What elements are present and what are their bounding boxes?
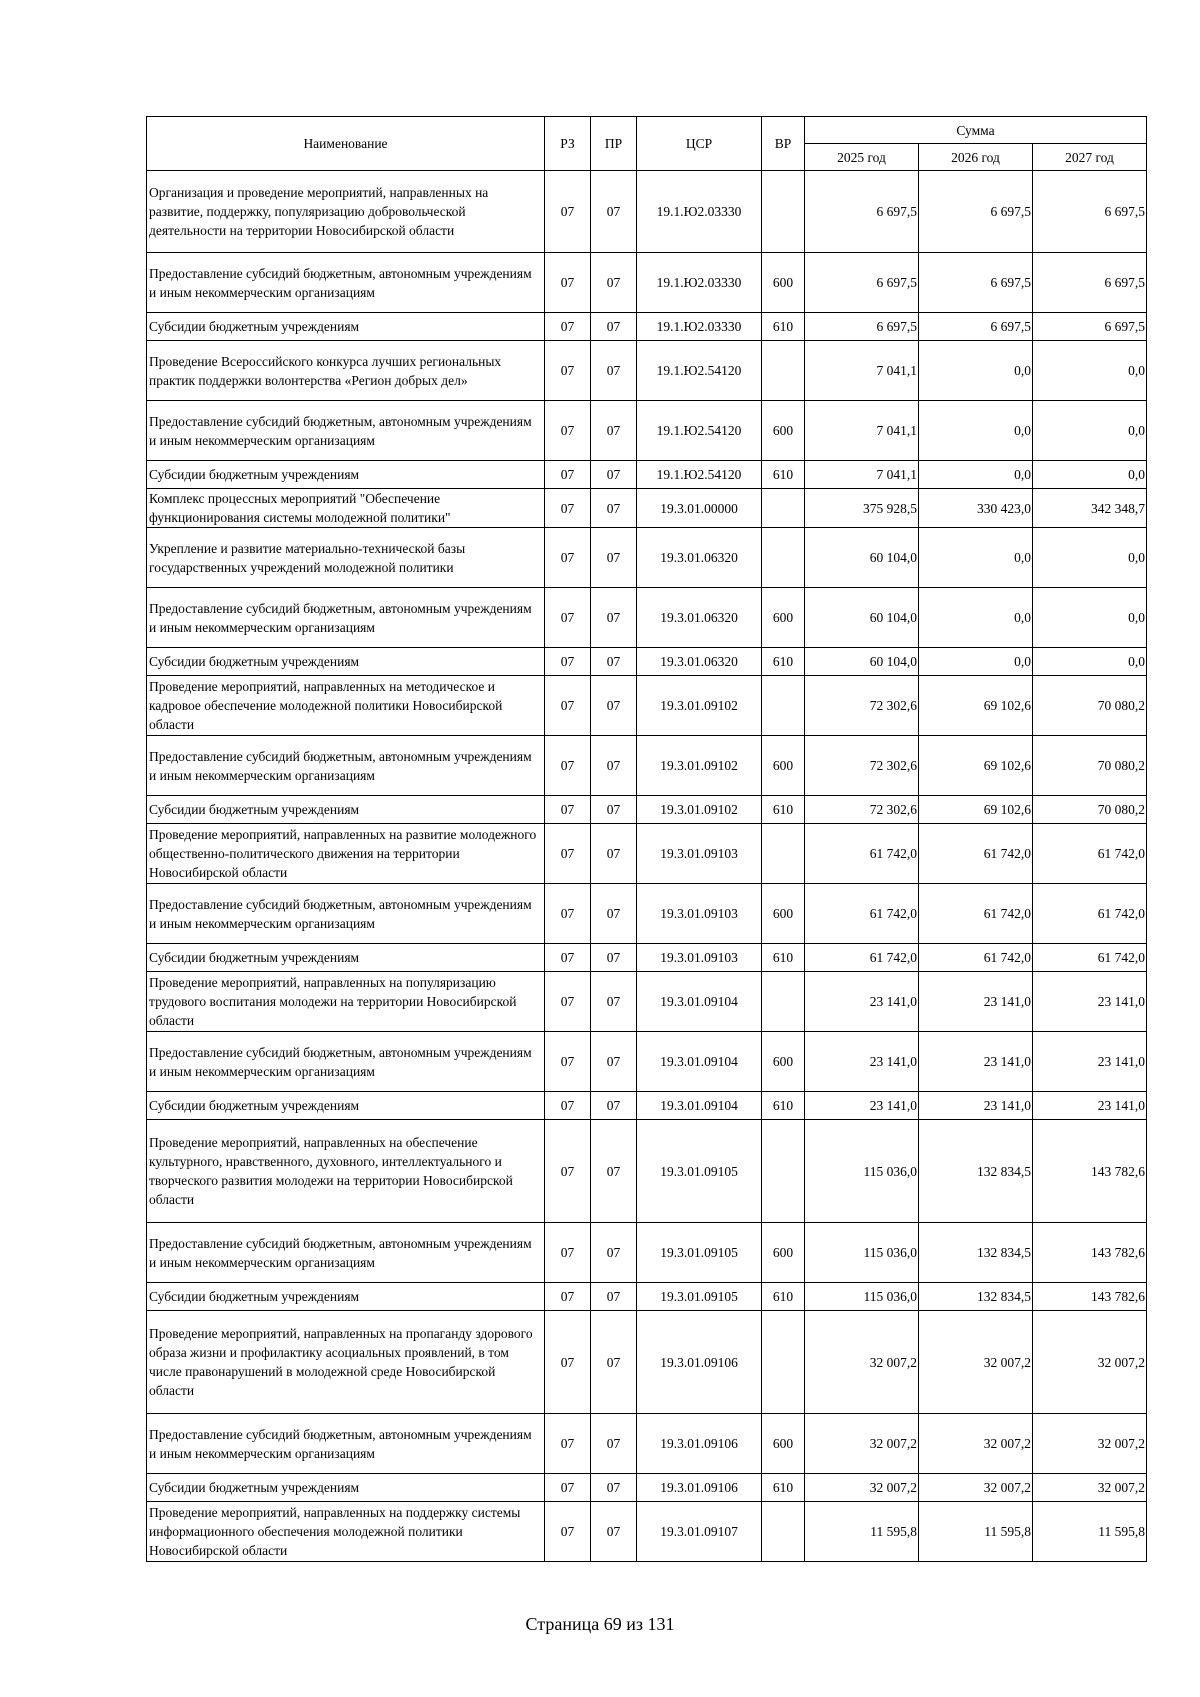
table-cell-csr: 19.3.01.09102 [637,676,762,736]
table-cell-pr: 07 [591,736,637,796]
table-cell-2026: 0,0 [919,401,1033,461]
table-cell-pr: 07 [591,884,637,944]
table-cell-vr: 600 [762,884,805,944]
table-cell-csr: 19.3.01.09107 [637,1502,762,1562]
table-cell-2026: 0,0 [919,341,1033,401]
table-cell-2026: 132 834,5 [919,1223,1033,1283]
table-row [147,884,1147,944]
table-cell-csr: 19.3.01.06320 [637,648,762,676]
table-row [147,401,1147,461]
table-cell-rz: 07 [545,1502,591,1562]
table-row [147,461,1147,489]
table-cell-2025: 61 742,0 [805,884,919,944]
table-cell-name: Проведение Всероссийского конкурса лучших региональных практик поддержки волонтерства «Регион добрых дел» [147,341,545,401]
table-cell-2026: 23 141,0 [919,1032,1033,1092]
table-cell-2025: 7 041,1 [805,461,919,489]
table-cell-2026: 6 697,5 [919,313,1033,341]
header-pr: ПР [591,117,637,171]
table-cell-2025: 115 036,0 [805,1120,919,1223]
table-row [147,1223,1147,1283]
table-cell-vr [762,528,805,588]
table-cell-name: Комплекс процессных мероприятий "Обеспечение функционирования системы молодежной политики" [147,489,545,528]
table-cell-2027: 61 742,0 [1033,944,1147,972]
table-cell-2025: 60 104,0 [805,588,919,648]
table-cell-vr: 610 [762,1283,805,1311]
table-cell-name: Проведение мероприятий, направленных на популяризацию трудового воспитания молодежи на территории Новосибирской области [147,972,545,1032]
table-cell-name: Субсидии бюджетным учреждениям [147,944,545,972]
table-cell-vr [762,972,805,1032]
table-cell-2026: 0,0 [919,461,1033,489]
table-cell-2026: 23 141,0 [919,1092,1033,1120]
table-cell-rz: 07 [545,461,591,489]
table-cell-name: Проведение мероприятий, направленных на развитие молодежного общественно-политического движения на территории Новосибирской области [147,824,545,884]
table-cell-pr: 07 [591,313,637,341]
table-cell-csr: 19.3.01.09106 [637,1474,762,1502]
table-row [147,1502,1147,1562]
table-cell-2025: 32 007,2 [805,1474,919,1502]
table-cell-pr: 07 [591,1092,637,1120]
table-cell-2027: 70 080,2 [1033,736,1147,796]
table-cell-2025: 72 302,6 [805,796,919,824]
table-cell-pr: 07 [591,1032,637,1092]
table-cell-rz: 07 [545,1223,591,1283]
table-row [147,796,1147,824]
table-cell-name: Проведение мероприятий, направленных на поддержку системы информационного обеспечения молодежной политики Новосибирской области [147,1502,545,1562]
table-row [147,648,1147,676]
table-cell-2025: 72 302,6 [805,676,919,736]
table-row [147,972,1147,1032]
table-cell-rz: 07 [545,796,591,824]
table-cell-vr [762,171,805,253]
table-cell-2025: 60 104,0 [805,528,919,588]
header-year-2027: 2027 год [1033,144,1147,171]
header-year-2026: 2026 год [919,144,1033,171]
table-cell-pr: 07 [591,401,637,461]
table-cell-vr: 610 [762,944,805,972]
table-cell-pr: 07 [591,1414,637,1474]
table-cell-2025: 6 697,5 [805,253,919,313]
table-cell-2025: 7 041,1 [805,401,919,461]
budget-table [146,116,1147,1562]
table-row [147,1283,1147,1311]
table-row [147,1032,1147,1092]
table-cell-2025: 23 141,0 [805,1092,919,1120]
table-cell-rz: 07 [545,1311,591,1414]
table-cell-name: Предоставление субсидий бюджетным, автономным учреждениям и иным некоммерческим организациям [147,884,545,944]
header-name: Наименование [147,117,545,171]
table-cell-pr: 07 [591,253,637,313]
table-cell-vr: 600 [762,1414,805,1474]
table-cell-csr: 19.3.01.09105 [637,1223,762,1283]
table-row [147,824,1147,884]
table-cell-rz: 07 [545,253,591,313]
table-cell-name: Предоставление субсидий бюджетным, автономным учреждениям и иным некоммерческим организациям [147,253,545,313]
table-row [147,313,1147,341]
table-cell-csr: 19.3.01.00000 [637,489,762,528]
table-cell-2027: 23 141,0 [1033,1092,1147,1120]
table-cell-name: Предоставление субсидий бюджетным, автономным учреждениям и иным некоммерческим организациям [147,401,545,461]
table-cell-rz: 07 [545,1092,591,1120]
table-cell-vr [762,341,805,401]
table-cell-2025: 32 007,2 [805,1311,919,1414]
table-cell-2027: 61 742,0 [1033,824,1147,884]
table-cell-2027: 61 742,0 [1033,884,1147,944]
table-cell-rz: 07 [545,401,591,461]
table-cell-2027: 342 348,7 [1033,489,1147,528]
table-cell-vr: 610 [762,313,805,341]
table-cell-csr: 19.1.Ю2.54120 [637,401,762,461]
table-cell-name: Предоставление субсидий бюджетным, автономным учреждениям и иным некоммерческим организациям [147,1414,545,1474]
table-cell-csr: 19.1.Ю2.03330 [637,313,762,341]
table-cell-vr: 600 [762,588,805,648]
table-cell-2025: 23 141,0 [805,972,919,1032]
table-cell-csr: 19.1.Ю2.54120 [637,341,762,401]
table-cell-pr: 07 [591,171,637,253]
table-cell-vr: 600 [762,401,805,461]
table-cell-vr: 600 [762,1223,805,1283]
table-cell-rz: 07 [545,341,591,401]
table-cell-2026: 61 742,0 [919,944,1033,972]
table-cell-pr: 07 [591,676,637,736]
table-cell-2025: 61 742,0 [805,824,919,884]
table-cell-2027: 0,0 [1033,528,1147,588]
table-cell-pr: 07 [591,972,637,1032]
table-cell-name: Предоставление субсидий бюджетным, автономным учреждениям и иным некоммерческим организациям [147,1032,545,1092]
table-cell-2025: 72 302,6 [805,736,919,796]
table-cell-2026: 32 007,2 [919,1414,1033,1474]
table-cell-vr [762,1120,805,1223]
table-cell-csr: 19.3.01.09103 [637,944,762,972]
table-cell-2025: 11 595,8 [805,1502,919,1562]
table-cell-2027: 0,0 [1033,648,1147,676]
table-cell-2025: 375 928,5 [805,489,919,528]
table-cell-2027: 0,0 [1033,461,1147,489]
table-cell-pr: 07 [591,528,637,588]
table-cell-2027: 0,0 [1033,401,1147,461]
table-cell-2026: 6 697,5 [919,171,1033,253]
table-cell-2027: 32 007,2 [1033,1311,1147,1414]
header-vr: ВР [762,117,805,171]
table-cell-2026: 11 595,8 [919,1502,1033,1562]
table-cell-rz: 07 [545,736,591,796]
table-cell-vr: 610 [762,1474,805,1502]
table-cell-2026: 330 423,0 [919,489,1033,528]
table-cell-csr: 19.3.01.09105 [637,1283,762,1311]
table-cell-2026: 0,0 [919,648,1033,676]
table-cell-name: Субсидии бюджетным учреждениям [147,1283,545,1311]
table-row [147,1311,1147,1414]
table-cell-pr: 07 [591,341,637,401]
table-cell-pr: 07 [591,489,637,528]
table-cell-name: Субсидии бюджетным учреждениям [147,313,545,341]
table-cell-2026: 69 102,6 [919,796,1033,824]
table-cell-vr: 610 [762,648,805,676]
table-cell-2026: 0,0 [919,528,1033,588]
table-cell-2025: 60 104,0 [805,648,919,676]
table-cell-name: Укрепление и развитие материально-технической базы государственных учреждений молодежной политики [147,528,545,588]
table-cell-csr: 19.3.01.09106 [637,1414,762,1474]
table-cell-pr: 07 [591,824,637,884]
table-cell-2026: 132 834,5 [919,1120,1033,1223]
table-cell-vr [762,676,805,736]
table-row [147,489,1147,528]
header-sum: Сумма [805,117,1147,144]
table-cell-2025: 23 141,0 [805,1032,919,1092]
budget-table-container [146,116,1147,1562]
table-cell-name: Субсидии бюджетным учреждениям [147,796,545,824]
table-cell-2027: 32 007,2 [1033,1474,1147,1502]
table-cell-2025: 6 697,5 [805,171,919,253]
table-cell-pr: 07 [591,1311,637,1414]
header-year-2025: 2025 год [805,144,919,171]
table-cell-vr [762,824,805,884]
table-cell-2025: 32 007,2 [805,1414,919,1474]
table-cell-rz: 07 [545,313,591,341]
table-cell-name: Предоставление субсидий бюджетным, автономным учреждениям и иным некоммерческим организациям [147,588,545,648]
table-cell-rz: 07 [545,1032,591,1092]
table-cell-vr: 610 [762,1092,805,1120]
table-cell-2025: 61 742,0 [805,944,919,972]
table-cell-2027: 11 595,8 [1033,1502,1147,1562]
table-cell-csr: 19.3.01.09103 [637,884,762,944]
table-cell-name: Субсидии бюджетным учреждениям [147,1092,545,1120]
table-cell-2026: 61 742,0 [919,824,1033,884]
table-cell-rz: 07 [545,884,591,944]
table-cell-2027: 6 697,5 [1033,171,1147,253]
table-cell-csr: 19.3.01.09102 [637,736,762,796]
table-cell-vr: 610 [762,796,805,824]
header-rz: РЗ [545,117,591,171]
page-number: Страница 69 из 131 [525,1614,675,1634]
table-cell-name: Субсидии бюджетным учреждениям [147,648,545,676]
table-cell-2027: 143 782,6 [1033,1223,1147,1283]
table-cell-2027: 143 782,6 [1033,1283,1147,1311]
table-cell-name: Проведение мероприятий, направленных на методическое и кадровое обеспечение молодежной политики Новосибирской области [147,676,545,736]
table-cell-pr: 07 [591,1120,637,1223]
table-cell-2027: 0,0 [1033,341,1147,401]
table-cell-rz: 07 [545,489,591,528]
table-cell-vr: 610 [762,461,805,489]
table-cell-csr: 19.1.Ю2.03330 [637,253,762,313]
table-row [147,588,1147,648]
table-cell-2026: 23 141,0 [919,972,1033,1032]
table-row [147,944,1147,972]
table-row [147,253,1147,313]
table-cell-name: Организация и проведение мероприятий, направленных на развитие, поддержку, популяризацию добровольческой деятельности на территории Новосибирской области [147,171,545,253]
table-cell-rz: 07 [545,1283,591,1311]
table-cell-pr: 07 [591,1474,637,1502]
table-cell-2027: 70 080,2 [1033,796,1147,824]
table-cell-pr: 07 [591,588,637,648]
table-cell-csr: 19.3.01.06320 [637,528,762,588]
table-cell-name: Субсидии бюджетным учреждениям [147,461,545,489]
table-cell-pr: 07 [591,1223,637,1283]
table-cell-csr: 19.1.Ю2.03330 [637,171,762,253]
table-cell-2027: 23 141,0 [1033,972,1147,1032]
table-cell-vr [762,1502,805,1562]
table-cell-2027: 0,0 [1033,588,1147,648]
table-cell-2027: 143 782,6 [1033,1120,1147,1223]
table-cell-2025: 115 036,0 [805,1223,919,1283]
table-body [147,171,1147,1562]
table-cell-2026: 132 834,5 [919,1283,1033,1311]
table-cell-2025: 7 041,1 [805,341,919,401]
table-cell-rz: 07 [545,648,591,676]
table-cell-name: Проведение мероприятий, направленных на пропаганду здорового образа жизни и профилактику асоциальных проявлений, в том числе правонарушений в молодежной среде Новосибирской области [147,1311,545,1414]
table-row [147,528,1147,588]
table-cell-csr: 19.3.01.09104 [637,1092,762,1120]
table-row [147,1474,1147,1502]
table-cell-vr: 600 [762,253,805,313]
table-cell-rz: 07 [545,676,591,736]
table-cell-csr: 19.3.01.09104 [637,972,762,1032]
table-cell-rz: 07 [545,824,591,884]
table-cell-pr: 07 [591,1283,637,1311]
table-cell-name: Субсидии бюджетным учреждениям [147,1474,545,1502]
table-cell-2027: 70 080,2 [1033,676,1147,736]
table-cell-rz: 07 [545,944,591,972]
table-cell-csr: 19.3.01.09102 [637,796,762,824]
table-cell-2025: 115 036,0 [805,1283,919,1311]
table-cell-vr [762,1311,805,1414]
table-cell-vr: 600 [762,736,805,796]
table-row [147,1414,1147,1474]
table-cell-csr: 19.3.01.09105 [637,1120,762,1223]
table-cell-rz: 07 [545,528,591,588]
table-cell-rz: 07 [545,171,591,253]
table-cell-csr: 19.3.01.09104 [637,1032,762,1092]
table-cell-vr: 600 [762,1032,805,1092]
table-cell-pr: 07 [591,1502,637,1562]
table-cell-2026: 61 742,0 [919,884,1033,944]
table-cell-rz: 07 [545,972,591,1032]
table-row [147,341,1147,401]
table-cell-rz: 07 [545,588,591,648]
table-cell-pr: 07 [591,461,637,489]
table-cell-name: Предоставление субсидий бюджетным, автономным учреждениям и иным некоммерческим организациям [147,1223,545,1283]
header-csr: ЦСР [637,117,762,171]
table-cell-csr: 19.3.01.09106 [637,1311,762,1414]
table-cell-2027: 6 697,5 [1033,313,1147,341]
table-cell-csr: 19.1.Ю2.54120 [637,461,762,489]
table-cell-pr: 07 [591,944,637,972]
table-cell-2027: 32 007,2 [1033,1414,1147,1474]
table-cell-csr: 19.3.01.06320 [637,588,762,648]
table-row [147,676,1147,736]
table-cell-csr: 19.3.01.09103 [637,824,762,884]
table-cell-2026: 6 697,5 [919,253,1033,313]
table-cell-2025: 6 697,5 [805,313,919,341]
table-cell-2026: 69 102,6 [919,676,1033,736]
table-row [147,171,1147,253]
table-row [147,736,1147,796]
table-cell-name: Проведение мероприятий, направленных на обеспечение культурного, нравственного, духовного, интеллектуального и творческого развития молодежи на территории Новосибирской области [147,1120,545,1223]
table-row [147,1092,1147,1120]
table-cell-2026: 0,0 [919,588,1033,648]
table-cell-2026: 69 102,6 [919,736,1033,796]
table-cell-rz: 07 [545,1474,591,1502]
table-cell-rz: 07 [545,1120,591,1223]
table-cell-2027: 6 697,5 [1033,253,1147,313]
table-cell-2027: 23 141,0 [1033,1032,1147,1092]
table-cell-pr: 07 [591,648,637,676]
table-cell-rz: 07 [545,1414,591,1474]
table-cell-vr [762,489,805,528]
table-row [147,1120,1147,1223]
table-cell-pr: 07 [591,796,637,824]
table-cell-2026: 32 007,2 [919,1474,1033,1502]
table-cell-2026: 32 007,2 [919,1311,1033,1414]
table-cell-name: Предоставление субсидий бюджетным, автономным учреждениям и иным некоммерческим организациям [147,736,545,796]
